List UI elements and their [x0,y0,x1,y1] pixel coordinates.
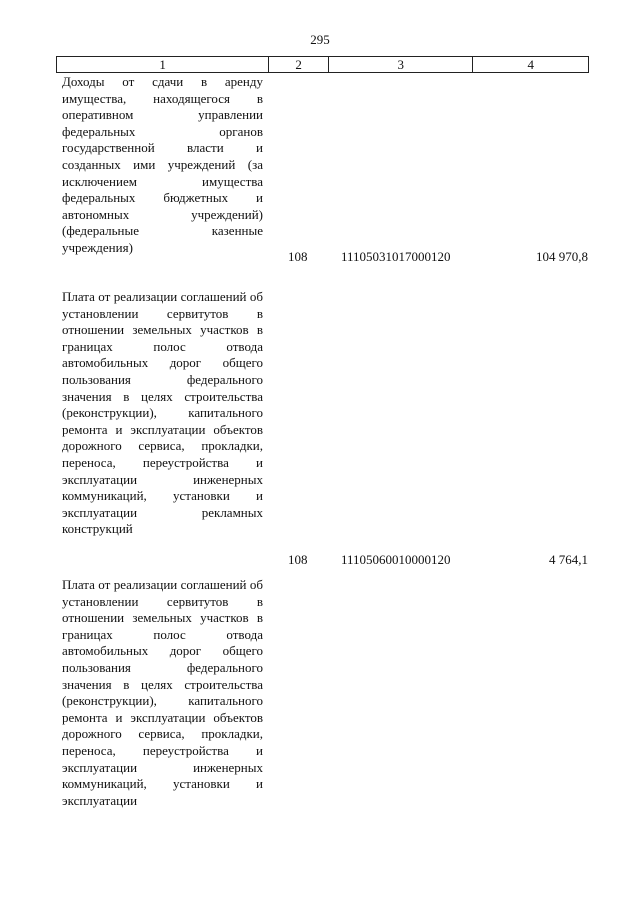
table-header-row [56,56,589,73]
page-number: 295 [310,32,330,47]
row-amount: 104 970,8 [536,249,588,264]
row-description: Доходы от сдачи в аренду имущества, находящегося в оперативном управлении федеральных органов государственной власти и созданных ими учреждений (за исключением имущества федеральных бюджетных и автономных учреждений) (федеральные казенные учреждения) [62,74,263,255]
column-header-3: 3 [329,57,473,72]
column-header-2: 2 [269,57,329,72]
row-description: Плата от реализации соглашений об установлении сервитутов в отношении земельных участков в границах полос отвода автомобильных дорог общего пользования федерального значения в целях строительства (реконструкции), капитального ремонта и эксплуатации объектов дорожного сервиса, прокладки, переноса, переустройства и эксплуатации инженерных коммуникаций, установки и эксплуатации рекламных конструкций [62,289,263,537]
row-admin-code: 108 [288,249,308,264]
column-header-4: 4 [527,57,534,72]
column-header-1: 1 [57,57,269,72]
row-admin-code: 108 [288,552,308,567]
row-kbk-code: 11105060010000120 [341,552,451,567]
row-kbk-code: 11105031017000120 [341,249,451,264]
row-description: Плата от реализации соглашений об установлении сервитутов в отношении земельных участков в границах полос отвода автомобильных дорог общего пользования федерального значения в целях строительства (реконструкции), капитального ремонта и эксплуатации объектов дорожного сервиса, прокладки, переноса, переустройства и эксплуатации инженерных коммуникаций, установки и эксплуатации [62,577,263,808]
row-amount: 4 764,1 [549,552,588,567]
